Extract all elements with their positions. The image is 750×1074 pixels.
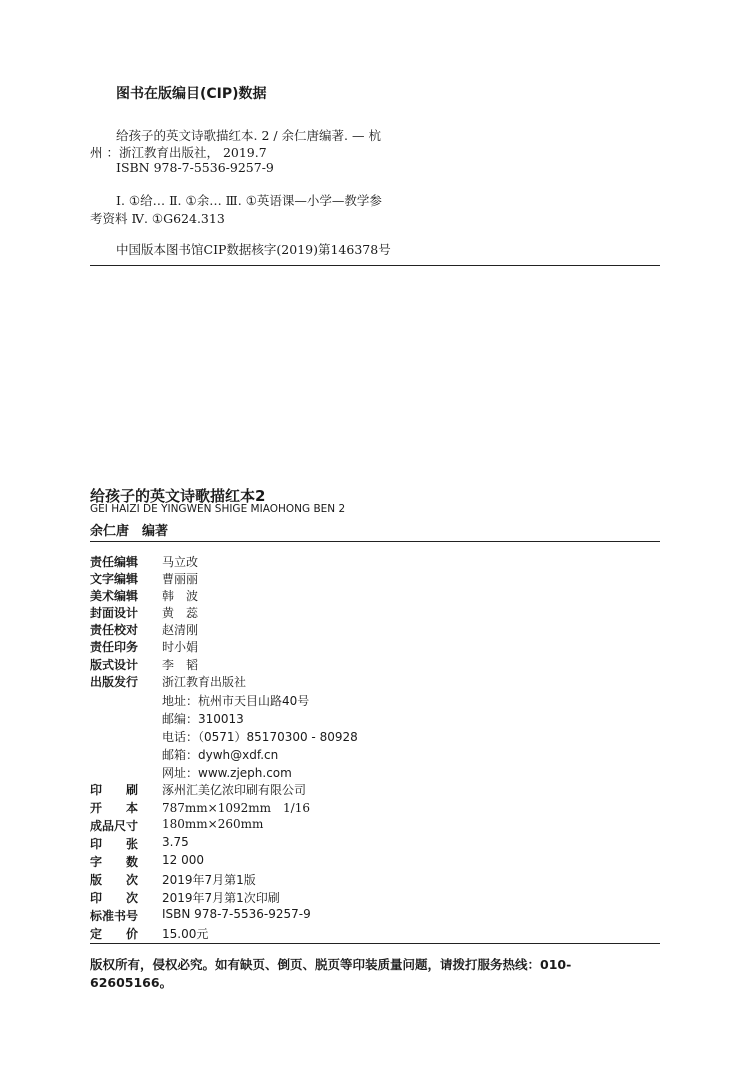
credit-label: 美术编辑 [90,589,139,603]
cip-divider [90,265,660,266]
book-pinyin: GEI HAIZI DE YINGWEN SHIGE MIAOHONG BEN 2 [90,503,346,515]
credit-label: 责任编辑 [90,555,139,569]
credit-label: 责任校对 [90,623,139,637]
cip-line-isbn: ISBN 978-7-5536-9257-9 [116,160,274,175]
cip-line-record-number: 中国版本图书馆CIP数据核字(2019)第146378号 [116,242,391,257]
credit-value: 马立改 [162,555,199,569]
publisher-website: 网址：www.zjeph.com [162,766,292,780]
spec-label: 版 次 [90,873,139,887]
spec-value: 12 000 [162,853,204,867]
credit-label: 责任印务 [90,640,139,654]
credit-value: 赵清刚 [162,623,199,637]
spec-label: 成品尺寸 [90,819,139,833]
publisher-phone: 电话：（0571）85170300 - 80928 [162,730,358,744]
credit-label: 版式设计 [90,658,139,672]
publisher-address: 地址：杭州市天目山路40号 [162,694,310,708]
spec-value: ISBN 978-7-5536-9257-9 [162,907,311,921]
credit-value: 黄 蕊 [162,606,199,620]
credit-value: 时小娟 [162,640,199,654]
spec-label: 定 价 [90,927,139,941]
publisher-postcode: 邮编：310013 [162,712,244,726]
title-divider [90,541,660,542]
publisher-email: 邮箱：dywh@xdf.cn [162,748,279,762]
cip-heading: 图书在版编目(CIP)数据 [116,86,267,102]
copyright-notice-cont: 62605166。 [90,975,173,990]
credit-label: 文字编辑 [90,572,139,586]
spec-value: 15.00元 [162,927,209,941]
cip-line-title: 给孩子的英文诗歌描红本. 2 / 余仁唐编著. — 杭 [116,128,381,143]
spec-label: 印 张 [90,837,139,851]
spec-value: 涿州汇美亿浓印刷有限公司 [162,783,307,797]
spec-label: 印 次 [90,891,139,905]
spec-value: 180mm×260mm [162,817,264,831]
cip-line-classification: Ⅰ. ①给… Ⅱ. ①余… Ⅲ. ①英语课—小学—教学参 [116,193,382,208]
book-author: 余仁唐 编著 [90,524,169,539]
spec-label: 标准书号 [90,909,139,923]
spec-label: 印 刷 [90,783,139,797]
spec-label: 开 本 [90,801,139,815]
credit-value: 曹丽丽 [162,572,199,586]
spec-value: 2019年7月第1版 [162,873,256,887]
credit-value: 李 韬 [162,658,199,672]
book-title: 给孩子的英文诗歌描红本2 [90,487,266,505]
copyright-divider [90,943,660,944]
spec-value: 2019年7月第1次印刷 [162,891,280,905]
cip-line-classification-cont: 考资料 Ⅳ. ①G624.313 [90,211,225,226]
credit-label: 出版发行 [90,675,139,689]
spec-value: 3.75 [162,835,189,849]
credit-value: 浙江教育出版社 [162,675,247,689]
cip-line-publisher: 州 ：浙江教育出版社， 2019.7 [90,145,267,160]
credit-value: 韩 波 [162,589,199,603]
spec-value: 787mm×1092mm 1/16 [162,801,310,815]
spec-label: 字 数 [90,855,139,869]
credit-label: 封面设计 [90,606,139,620]
copyright-notice: 版权所有，侵权必究。如有缺页、倒页、脱页等印装质量问题，请拨打服务热线：010- [90,957,572,972]
